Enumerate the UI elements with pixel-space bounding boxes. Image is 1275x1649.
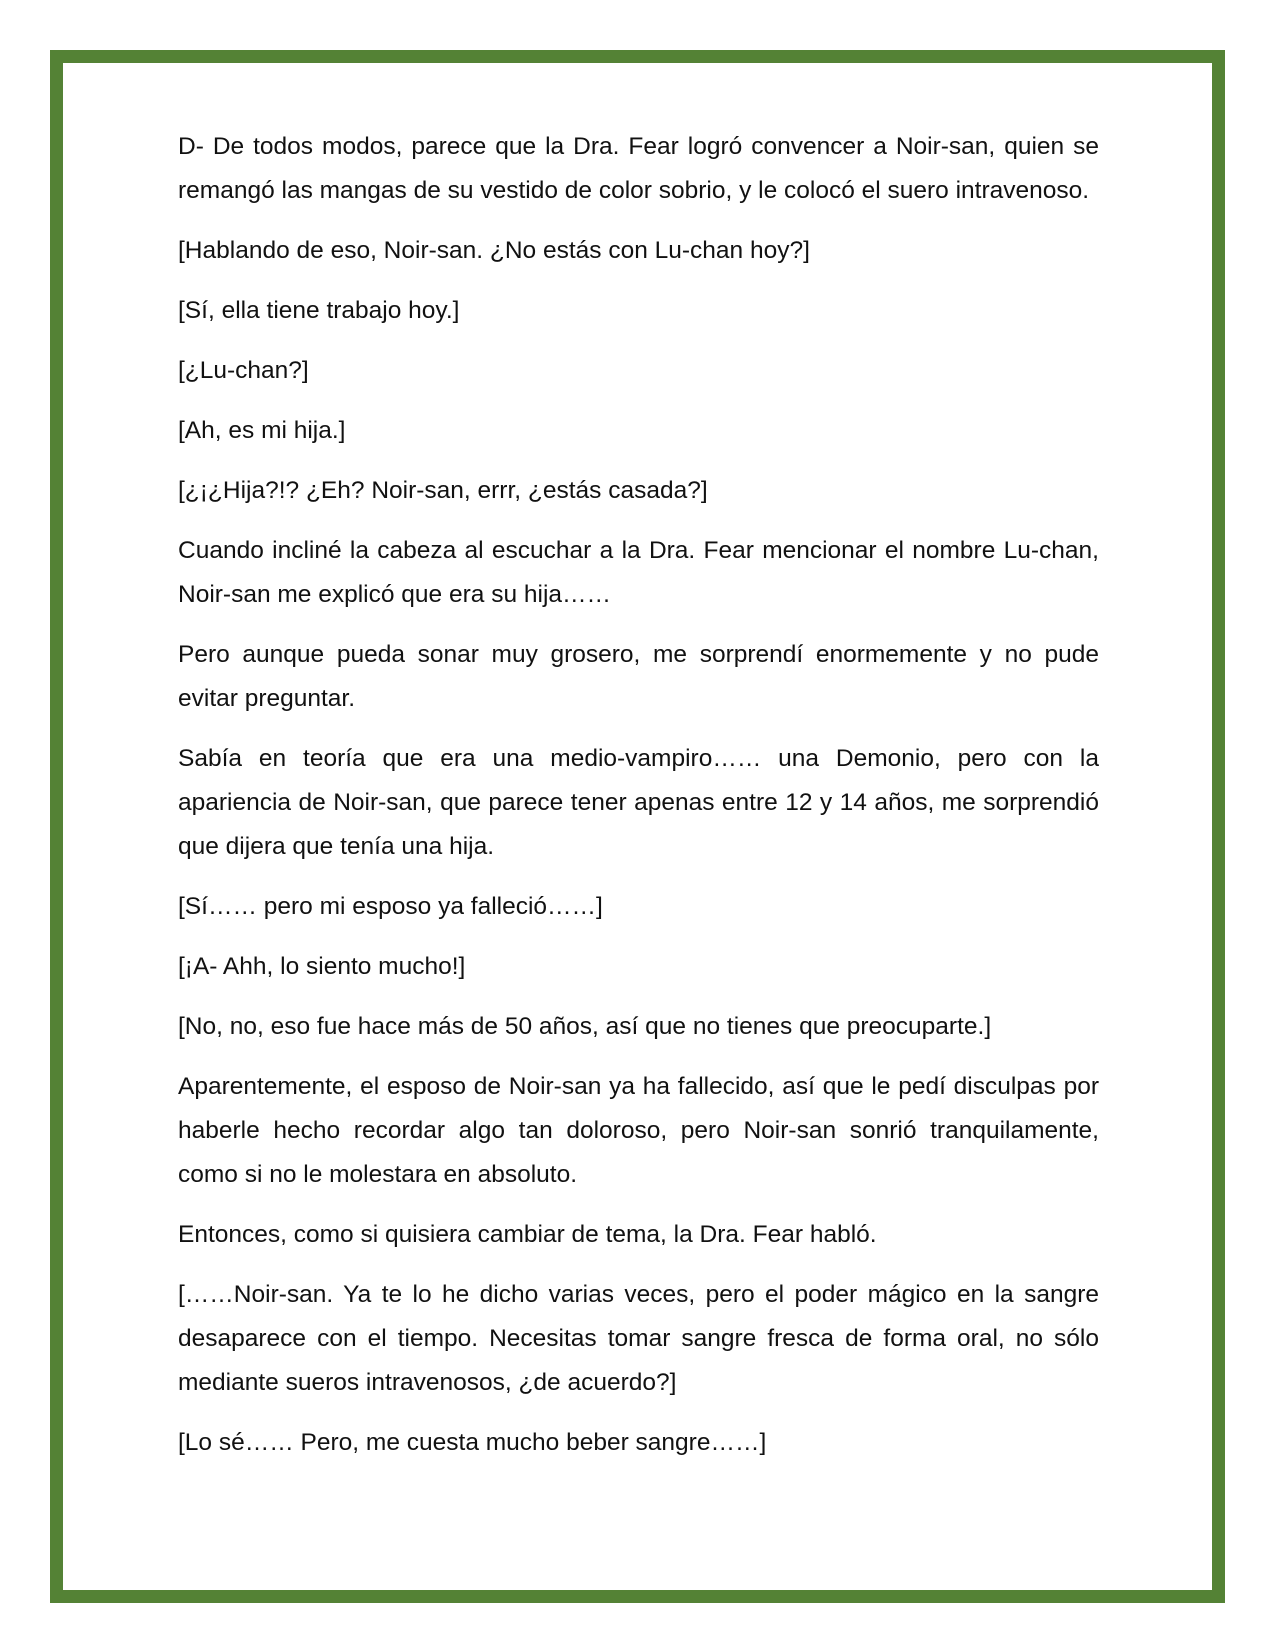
paragraph: [No, no, eso fue hace más de 50 años, así que no tienes que preocuparte.] [178, 1013, 992, 1040]
paragraph: D- De todos modos, parece que la Dra. Fear logró convencer a Noir-san, quien se remangó las mangas de su vestido de color sobrio, y le colocó el suero intravenoso. [178, 133, 1099, 204]
paragraph: [Hablando de eso, Noir-san. ¿No estás con Lu-chan hoy?] [178, 237, 810, 264]
paragraph: [……Noir-san. Ya te lo he dicho varias veces, pero el poder mágico en la sangre desaparece con el tiempo. Necesitas tomar sangre fresca de forma oral, no sólo mediante sueros intravenosos, ¿de acuerdo?] [178, 1281, 1099, 1396]
paragraph: Aparentemente, el esposo de Noir-san ya ha fallecido, así que le pedí disculpas por haberle hecho recordar algo tan doloroso, pero Noir-san sonrió tranquilamente, como si no le molestara en absoluto. [178, 1073, 1099, 1188]
paragraph: [Ah, es mi hija.] [178, 417, 346, 444]
paragraph: [¡A- Ahh, lo siento mucho!] [178, 953, 466, 980]
paragraph: [¿Lu-chan?] [178, 357, 309, 384]
paragraph: [¿¡¿Hija?!? ¿Eh? Noir-san, errr, ¿estás casada?] [178, 477, 708, 504]
document-body [178, 125, 1099, 1481]
paragraph: Entonces, como si quisiera cambiar de tema, la Dra. Fear habló. [178, 1221, 877, 1248]
paragraph: Pero aunque pueda sonar muy grosero, me sorprendí enormemente y no pude evitar preguntar. [178, 641, 1099, 712]
paragraph: [Sí…… pero mi esposo ya falleció……] [178, 893, 603, 920]
paragraph: [Lo sé…… Pero, me cuesta mucho beber sangre……] [178, 1429, 767, 1456]
paragraph: Cuando incliné la cabeza al escuchar a la Dra. Fear mencionar el nombre Lu-chan, Noir-san me explicó que era su hija…… [178, 537, 1099, 608]
paragraph: Sabía en teoría que era una medio-vampiro…… una Demonio, pero con la apariencia de Noir-san, que parece tener apenas entre 12 y 14 años, me sorprendió que dijera que tenía una hija. [178, 745, 1099, 860]
paragraph: [Sí, ella tiene trabajo hoy.] [178, 297, 460, 324]
